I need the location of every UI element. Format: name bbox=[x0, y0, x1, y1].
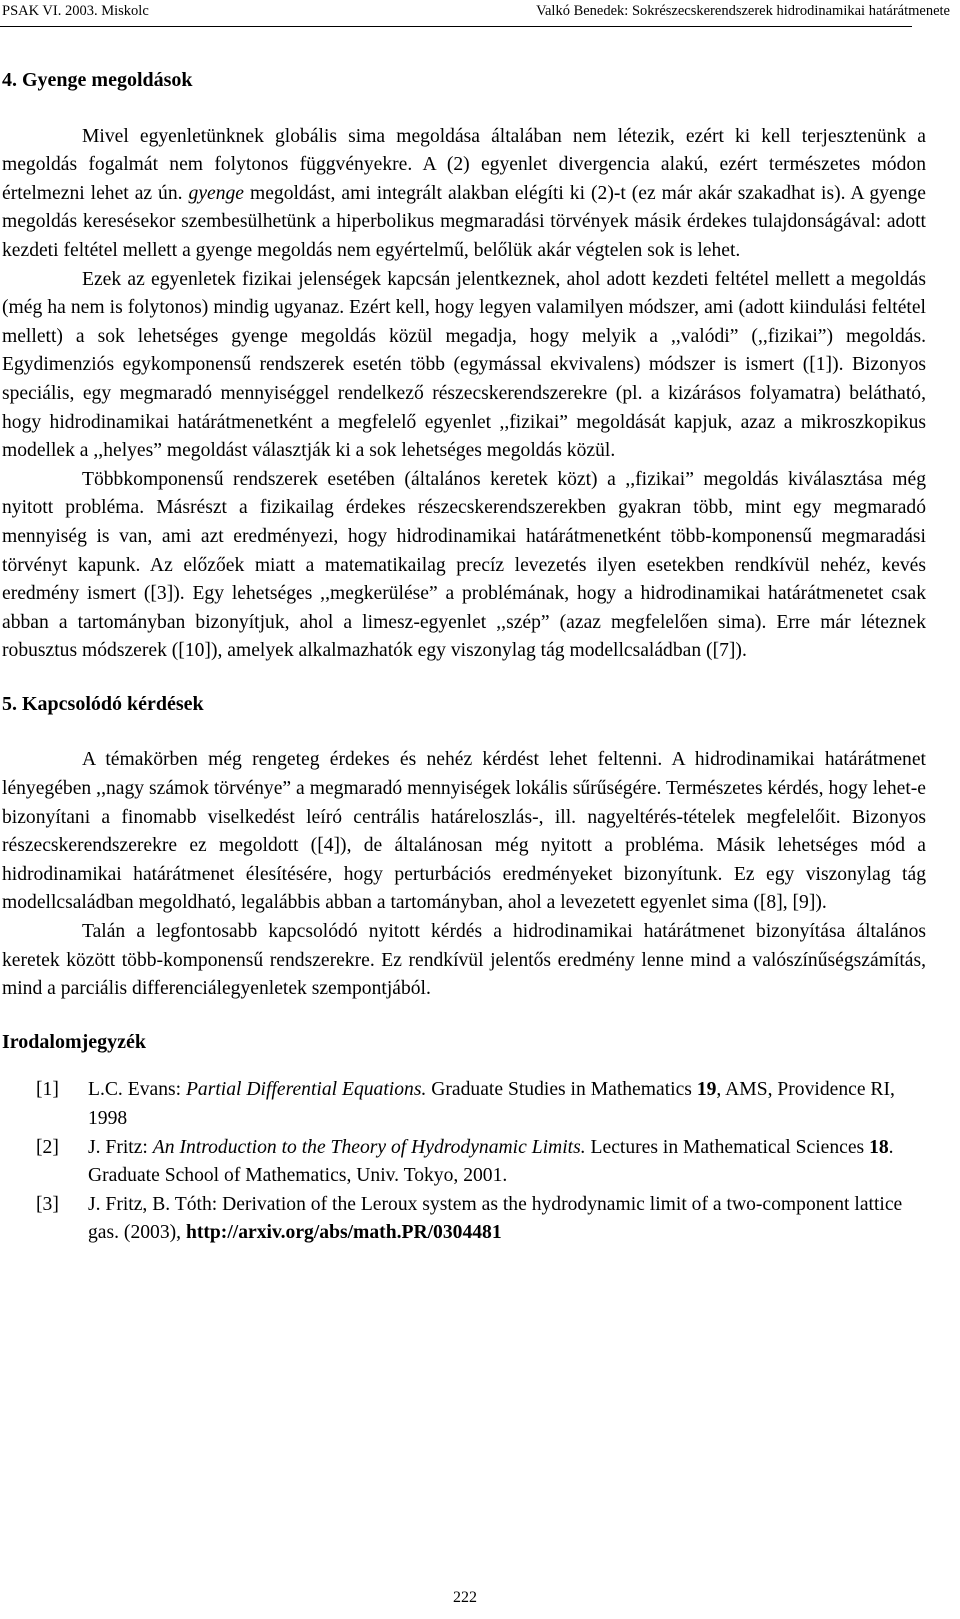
reference-text: Graduate Studies in Mathematics bbox=[426, 1079, 697, 1101]
reference-body bbox=[88, 1076, 926, 1133]
reference-volume: 18 bbox=[869, 1136, 889, 1158]
reference-number: [1] bbox=[36, 1079, 59, 1101]
section-4-paragraph-2: Ezek az egyenletek fizikai jelenségek kapcsán jelentkeznek, ahol adott kezdeti feltétel mellett a megoldás (még ha nem is folytonos) mindig ugyanaz. Ezért kell, hogy legyen valamilyen módszer, ami (adott kiindulási feltétel mellett) a sok lehetséges gyenge megoldás közül megadja, hogy melyik a ,,valódi” (,,fizikai”) megoldás. Egydimenziós egykomponensű rendszerek esetén több (egymással ekvivalens) módszer is ismert ([1]). Bizonyos speciális, egy megmaradó mennyiséggel rendelkező részecskerendszerekre (pl. a kizárásos folyamatra) belátható, hogy hidrodinamikai határátmenetként a megfelelő egyenlet ,,fizikai” megoldását kapjuk, azaz a mikroszkopikus modellek a ,,helyes” megoldást választják ki a sok lehetséges megoldás közül. bbox=[2, 268, 926, 462]
reference-title: An Introduction to the Theory of Hydrodynamic Limits. bbox=[152, 1136, 586, 1158]
reference-title: Partial Differential Equations. bbox=[185, 1079, 427, 1101]
section-5-heading: 5. Kapcsolódó kérdések bbox=[2, 692, 204, 715]
header-right: Valkó Benedek: Sokrészecskerendszerek hidrodinamikai határátmenete bbox=[536, 3, 950, 19]
page-number: 222 bbox=[453, 1589, 477, 1606]
body-text bbox=[2, 66, 926, 1248]
running-header bbox=[2, 2, 950, 20]
section-4-paragraph-1 bbox=[2, 123, 926, 266]
reference-text: . Graduate School of Mathematics, Univ. Tokyo, 2001. bbox=[88, 1136, 894, 1187]
reference-number: [3] bbox=[36, 1193, 59, 1215]
spacer bbox=[2, 666, 926, 690]
spacer bbox=[2, 718, 926, 746]
reference-authors: L.C. Evans: bbox=[88, 1079, 186, 1101]
reference-list bbox=[2, 1076, 926, 1248]
spacer bbox=[2, 95, 926, 123]
reference-body bbox=[88, 1134, 926, 1191]
section-5-paragraph-1: A témakörben még rengeteg érdekes és nehéz kérdést lehet feltenni. A hidrodinamikai határátmenet lényegében ,,nagy számok törvénye” a megmaradó mennyiségek lokális sűrűségére. Természetes kérdés, hogy lehet-e bizonyítani a finomabb viselkedést leíró centrális határeloszlás-, ill. nagyeltérés-tételek megfelelőit. Bizonyos részecskerendszerekre ez megoldott ([4]), de általánosan még nyitott a probléma. Másik lehetséges mód a hidrodinamikai határátmenet élesítésére, hogy perturbációs eredményeket bizonyítunk. Ez egy viszonylag tág modellcsaládban megoldható, legalábbis abban a tartományban, ahol a levezetett egyenlet sima ([8], [9]). bbox=[2, 749, 926, 914]
reference-link[interactable]: http://arxiv.org/abs/math.PR/0304481 bbox=[185, 1222, 502, 1244]
reference-authors: J. Fritz, B. Tóth: Derivation of the Leroux system as the hydrodynamic limit of a two-component lattice gas. (2003), bbox=[88, 1193, 903, 1244]
references-heading: Irodalomjegyzék bbox=[2, 1030, 147, 1053]
section-4-heading: 4. Gyenge megoldások bbox=[2, 69, 193, 91]
reference-body bbox=[88, 1191, 926, 1248]
reference-item bbox=[2, 1076, 926, 1133]
reference-item bbox=[2, 1191, 926, 1248]
reference-volume: 19 bbox=[696, 1079, 717, 1101]
header-rule bbox=[0, 26, 912, 27]
paragraph-text: Mivel egyenletünknek globális sima megoldása általában nem létezik, ezért ki kell terjesztenünk a megoldás fogalmát nem folytonos függvényekre. A (2) egyenlet divergencia alakú, ezért természetes módon értelmezni lehet az ún. bbox=[2, 125, 926, 204]
reference-text: Lectures in Mathematical Sciences bbox=[585, 1136, 870, 1158]
section-5-paragraph-2: Talán a legfontosabb kapcsolódó nyitott kérdés a hidrodinamikai határátmenet bizonyítása általános keretek között több-komponensű rendszerekre. Ez rendkívül jelentős eredmény lenne mind a valószínűségszámítás, mind a parciális differenciálegyenletek szempontjából. bbox=[2, 921, 926, 1000]
emphasis-gyenge: gyenge bbox=[188, 182, 244, 204]
spacer bbox=[2, 1004, 926, 1028]
reference-item bbox=[2, 1134, 926, 1191]
header-left: PSAK VI. 2003. Miskolc bbox=[2, 3, 149, 19]
reference-number: [2] bbox=[36, 1136, 59, 1158]
section-4-paragraph-3: Többkomponensű rendszerek esetében (általános keretek közt) a ,,fizikai” megoldás kiválasztása még nyitott probléma. Másrészt a fizikailag érdekes részecskerendszerekben gyakran több, mint egy megmaradó mennyiség is van, ami azt eredményezi, hogy hidrodinamikai határátmenetként több-komponensű megmaradási törvényt kapunk. Az előzőek miatt a matematikailag precíz levezetés ilyen esetekben rendkívül nehéz, kevés eredmény ismert ([3]). Egy lehetséges ,,megkerülése” a problémának, hogy a hidrodinamikai határátmenetet csak abban a tartományban bizonyítjuk, ahol a limesz-egyenlet ,,szép” (azaz megfelelően sima). Erre már léteznek robusztus módszerek ([10]), amelyek alkalmazhatók egy viszonylag tág modellcsaládban ([7]). bbox=[2, 468, 926, 662]
reference-text: , AMS, Providence RI, 1998 bbox=[88, 1079, 895, 1129]
paragraph-text: megoldást, ami integrált alakban elégíti ki (2)-t (ez már akár szakadhat is). A gyenge megoldás keresésekor szembesülhetünk a hiperbolikus megmaradási törvények másik érdekes tulajdonságával: adott kezdeti feltétel mellett a gyenge megoldás nem egyértelmű, belőlük akár végtelen sok is lehet. bbox=[2, 182, 926, 261]
reference-authors: J. Fritz: bbox=[88, 1136, 153, 1158]
